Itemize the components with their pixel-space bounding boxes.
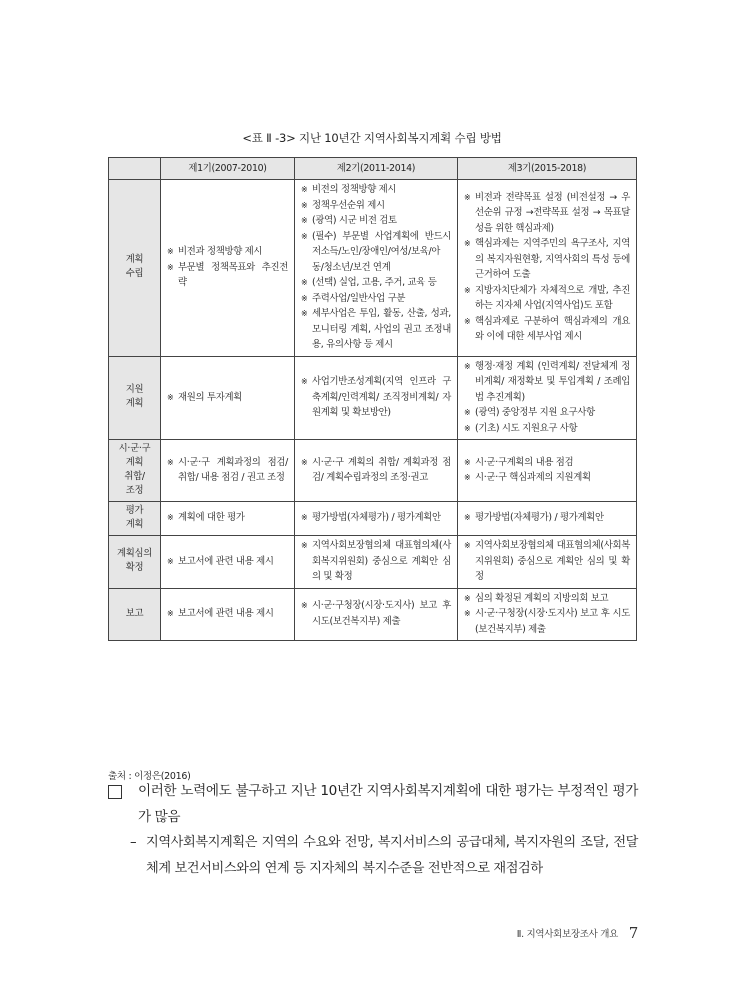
table-cell <box>161 502 295 536</box>
cell-item-list <box>301 182 451 353</box>
table-cell <box>458 440 637 502</box>
cell-item-list <box>167 510 288 526</box>
row-label <box>109 502 161 536</box>
cell-note-item: ※ 재원의 투자계획 <box>167 390 288 406</box>
cell-item-list <box>167 244 288 291</box>
dash-marker: – <box>130 835 137 850</box>
cell-note-item: ※ (광역) 중앙정부 지원 요구사항 <box>464 405 630 421</box>
cell-item-list <box>464 455 630 486</box>
row-label-line: 지원 <box>125 384 144 396</box>
cell-note-item: ※ 시·군·구청장(시장·도지사) 보고 후 시도(보건복지부) 제출 <box>464 606 630 637</box>
cell-note-item: ※ 핵심과제는 지역주민의 욕구조사, 지역의 복지자원현황, 지역사회의 특성 등에 근거하여 도출 <box>464 236 630 283</box>
cell-item-list <box>301 510 451 526</box>
table-row <box>109 588 637 641</box>
bullet-paragraph <box>108 778 638 830</box>
table-row <box>109 536 637 589</box>
table-cell <box>161 180 295 357</box>
row-label <box>109 180 161 357</box>
cell-item-list <box>464 190 630 345</box>
cell-note-item: ※ 시·군·구 핵심과제의 지원계획 <box>464 470 630 486</box>
cell-note-item: ※ 주력사업/일반사업 구분 <box>301 291 451 307</box>
row-label-line: 계획 <box>125 457 144 468</box>
dash-text: 지역사회복지계획은 지역의 수요와 전망, 복지서비스의 공급대체, 복지자원의 조달, 전달체계 보건서비스와의 연계 등 지자체의 복지수준을 전반적으로 재점검하 <box>146 835 638 876</box>
row-label-line: 취합/ <box>124 471 145 482</box>
cell-item-list <box>167 606 288 622</box>
table-cell <box>458 180 637 357</box>
cell-note-item: ※ 비전과 정책방향 제시 <box>167 244 288 260</box>
table-cell <box>161 588 295 641</box>
cell-note-item: ※ 심의 확정된 계획의 지방의회 보고 <box>464 591 630 607</box>
cell-item-list <box>301 538 451 585</box>
cell-note-item: ※ 계획에 대한 평가 <box>167 510 288 526</box>
table-cell <box>295 180 458 357</box>
cell-note-item: ※ (필수) 부문별 사업계획에 반드시 저소득/노인/장애인/여성/보육/아동/청소년/보건 연계 <box>301 229 451 276</box>
planning-method-table <box>108 157 637 641</box>
cell-note-item: ※ 부문별 정책목표와 추진전략 <box>167 260 288 291</box>
row-label-line: 시·군·구 <box>118 443 151 454</box>
cell-item-list <box>464 510 630 526</box>
table-header-row <box>109 158 637 180</box>
page-footer <box>517 924 638 942</box>
row-label <box>109 536 161 589</box>
cell-note-item: ※ 보고서에 관련 내용 제시 <box>167 554 288 570</box>
table-cell <box>458 356 637 440</box>
row-label-line: 계획심의 <box>116 548 153 560</box>
row-label-line: 조정 <box>125 485 144 496</box>
cell-note-item: ※ 평가방법(자체평가) / 평가계획안 <box>301 510 451 526</box>
header-period-2: 제2기(2011-2014) <box>295 158 458 180</box>
row-label-line: 확정 <box>125 562 144 574</box>
row-label-line: 계획 <box>125 398 144 410</box>
header-corner <box>109 158 161 180</box>
row-label-line: 수립 <box>125 268 144 280</box>
table-row <box>109 502 637 536</box>
cell-item-list <box>301 598 451 629</box>
cell-note-item: ※ 핵심과제로 구분하여 핵심과제의 개요와 이에 대한 세부사업 제시 <box>464 314 630 345</box>
table-body <box>109 180 637 641</box>
table-row <box>109 440 637 502</box>
cell-item-list <box>464 591 630 638</box>
table-cell <box>458 588 637 641</box>
bullet-text: 이러한 노력에도 불구하고 지난 10년간 지역사회복지계획에 대한 평가는 부정적인 평가가 많음 <box>138 783 638 825</box>
cell-note-item: ※ 사업기반조성계획(지역 인프라 구축계획/인력계획/ 조직정비계획/ 자원계획 및 확보방안) <box>301 374 451 421</box>
cell-note-item: ※ 비전과 전략목표 설정 (비전설정 → 우선순위 규정 →전략목표 설정 → 목표달성을 위한 핵심과제) <box>464 190 630 237</box>
table-cell <box>295 588 458 641</box>
table-cell <box>295 502 458 536</box>
footer-section-title: Ⅱ. 지역사회보장조사 개요 <box>516 929 619 940</box>
dash-paragraph <box>130 830 638 882</box>
cell-note-item: ※ 시·군·구청장(시장·도지사) 보고 후 시도(보건복지부) 제출 <box>301 598 451 629</box>
table-row <box>109 356 637 440</box>
table-row <box>109 180 637 357</box>
page-number: 7 <box>628 924 638 942</box>
row-label-line: 평가 <box>125 505 144 516</box>
cell-item-list <box>464 359 630 437</box>
table-cell <box>458 536 637 589</box>
row-label-line: 계획 <box>125 519 144 530</box>
table-cell <box>458 502 637 536</box>
cell-note-item: ※ 시·군·구계획의 내용 점검 <box>464 455 630 471</box>
row-label <box>109 588 161 641</box>
cell-note-item: ※ (기초) 시도 지원요구 사항 <box>464 421 630 437</box>
cell-note-item: ※ 비전의 정책방향 제시 <box>301 182 451 198</box>
header-period-1: 제1기(2007-2010) <box>161 158 295 180</box>
cell-item-list <box>301 374 451 421</box>
cell-item-list <box>167 554 288 570</box>
table-cell <box>295 356 458 440</box>
cell-note-item: ※ (선택) 실업, 고용, 주거, 교육 등 <box>301 275 451 291</box>
cell-note-item: ※ 세부사업은 투입, 활동, 산출, 성과, 모니터링 계획, 사업의 권고 조정내용, 유의사항 등 제시 <box>301 306 451 353</box>
table-cell <box>295 440 458 502</box>
row-label-line: 계획 <box>125 254 144 266</box>
table-caption: <표 Ⅱ -3> 지난 10년간 지역사회복지계획 수립 방법 <box>242 131 502 145</box>
cell-note-item: ※ 평가방법(자체평가) / 평가계획안 <box>464 510 630 526</box>
cell-note-item: ※ 시·군·구 계획의 취합/ 계획과정 점검/ 계획수립과정의 조정·권고 <box>301 455 451 486</box>
table-cell <box>161 440 295 502</box>
table-cell <box>295 536 458 589</box>
row-label <box>109 440 161 502</box>
cell-item-list <box>301 455 451 486</box>
cell-note-item: ※ 지방자치단체가 자체적으로 개발, 추진하는 지자체 사업(지역사업)도 포함 <box>464 283 630 314</box>
table-cell <box>161 356 295 440</box>
row-label <box>109 356 161 440</box>
row-label-line: 보고 <box>125 607 144 619</box>
cell-item-list <box>167 390 288 406</box>
cell-note-item: ※ 보고서에 관련 내용 제시 <box>167 606 288 622</box>
cell-note-item: ※ 지역사회보장협의체 대표협의체(사회복지위원회) 중심으로 계획안 심의 및 확정 <box>301 538 451 585</box>
square-bullet-icon <box>108 785 122 799</box>
cell-item-list <box>167 455 288 486</box>
header-period-3: 제3기(2015-2018) <box>458 158 637 180</box>
cell-item-list <box>464 538 630 585</box>
cell-note-item: ※ 시·군·구 계획과정의 점검/ 취합/ 내용 점검 / 권고 조정 <box>167 455 288 486</box>
table-cell <box>161 536 295 589</box>
cell-note-item: ※ 지역사회보장협의체 대표협의체(사회복지위원회) 중심으로 계획안 심의 및 확정 <box>464 538 630 585</box>
table-source: 출처 : 이정은(2016) <box>108 771 191 782</box>
cell-note-item: ※ (광역) 시군 비전 검토 <box>301 213 451 229</box>
cell-note-item: ※ 행정·재정 계획 (인력계획/ 전달체계 정비계획/ 재정확보 및 투입계획 / 조례입법 추진계획) <box>464 359 630 406</box>
cell-note-item: ※ 정책우선순위 제시 <box>301 198 451 214</box>
